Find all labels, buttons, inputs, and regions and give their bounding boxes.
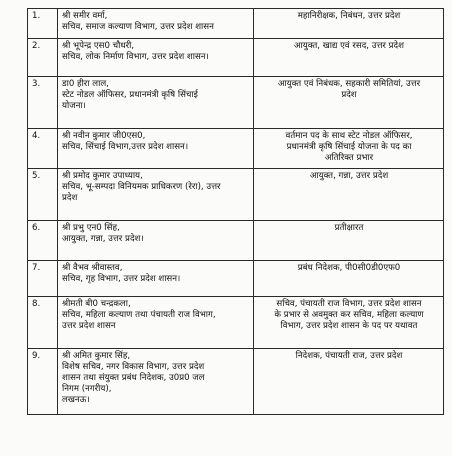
new-posting-line: आयुक्त एवं निबंधक, सहकारी समितियां, उत्तर bbox=[277, 79, 421, 89]
officer-current-post: सचिव, महिला कल्याण तथा पंचायती राज विभाग, bbox=[62, 310, 216, 320]
officer-details bbox=[58, 349, 254, 415]
officer-current-post: सचिव, गृह विभाग, उत्तर प्रदेश शासन। bbox=[62, 274, 181, 284]
officer-name: श्री भूपेन्द्र एस0 चौधरी, bbox=[62, 41, 135, 51]
new-posting bbox=[254, 9, 444, 39]
officer-name: श्री प्रमोद कुमार उपाध्याय, bbox=[62, 171, 143, 181]
new-posting bbox=[254, 129, 444, 169]
table-row bbox=[28, 129, 444, 169]
table-row bbox=[28, 221, 444, 261]
officer-details bbox=[58, 39, 254, 77]
officer-current-post: आयुक्त, गन्ना, उत्तर प्रदेश। bbox=[62, 234, 144, 244]
serial-number: 8. bbox=[28, 297, 58, 349]
officer-name: श्री नवीन कुमार जी0एस0, bbox=[62, 131, 146, 141]
officer-details bbox=[58, 221, 254, 261]
officer-details bbox=[58, 9, 254, 39]
new-posting-line: प्रतीक्षारत bbox=[334, 223, 364, 233]
officer-name: श्री वैभव श्रीवास्तव, bbox=[62, 263, 123, 273]
officer-name: डा0 हीरा लाल, bbox=[62, 79, 109, 89]
table-row bbox=[28, 77, 444, 129]
new-posting bbox=[254, 169, 444, 221]
new-posting-line: महानिरीक्षक, निबंधन, उत्तर प्रदेश bbox=[297, 11, 401, 21]
officer-current-post: लखनऊ। bbox=[62, 395, 90, 405]
table-row bbox=[28, 169, 444, 221]
new-posting bbox=[254, 221, 444, 261]
new-posting-line: प्रदेश bbox=[341, 90, 357, 100]
officer-name: श्री समीर वर्मा, bbox=[62, 11, 108, 21]
new-posting bbox=[254, 77, 444, 129]
table-row bbox=[28, 297, 444, 349]
officer-current-post: सचिव, लोक निर्माण विभाग, उत्तर प्रदेश शासन। bbox=[62, 52, 209, 62]
officer-name: श्रीमती बी0 चन्द्रकला, bbox=[62, 299, 131, 309]
new-posting-line: आयुक्त, खाद्य एवं रसद, उत्तर प्रदेश bbox=[294, 41, 404, 51]
new-posting bbox=[254, 261, 444, 297]
new-posting bbox=[254, 297, 444, 349]
serial-number: 6. bbox=[28, 221, 58, 261]
officer-name: श्री प्रभु एन0 सिंह, bbox=[62, 223, 120, 233]
officer-current-post: उत्तर प्रदेश शासन bbox=[62, 321, 116, 331]
serial-number: 4. bbox=[28, 129, 58, 169]
officer-details bbox=[58, 297, 254, 349]
table-row bbox=[28, 9, 444, 39]
new-posting-line: सचिव, पंचायती राज विभाग, उत्तर प्रदेश शासन bbox=[276, 299, 422, 309]
officer-details bbox=[58, 169, 254, 221]
new-posting-line: आयुक्त, गन्ना, उत्तर प्रदेश bbox=[309, 171, 389, 181]
serial-number: 5. bbox=[28, 169, 58, 221]
officer-transfer-table bbox=[27, 8, 444, 415]
table-row bbox=[28, 39, 444, 77]
serial-number: 2. bbox=[28, 39, 58, 77]
new-posting-line: निदेशक, पंचायती राज, उत्तर प्रदेश bbox=[295, 351, 403, 361]
new-posting-line: के प्रभार से अवमुक्त कर सचिव, महिला कल्याण bbox=[274, 310, 424, 320]
officer-details bbox=[58, 129, 254, 169]
new-posting-line: प्रबंध निदेशक, पी0सी0डी0एफ0 bbox=[297, 263, 401, 273]
officer-current-post: योजना। bbox=[62, 101, 86, 111]
new-posting bbox=[254, 349, 444, 415]
new-posting-line: विभाग, उत्तर प्रदेश शासन के पद पर यथावत bbox=[280, 321, 418, 331]
table-row bbox=[28, 349, 444, 415]
officer-current-post: सचिव, भू-सम्पदा विनियमक प्राधिकरण (रेरा), उत्तर bbox=[62, 182, 221, 192]
serial-number: 1. bbox=[28, 9, 58, 39]
new-posting bbox=[254, 39, 444, 77]
officer-current-post: प्रदेश bbox=[62, 193, 78, 203]
serial-number: 9. bbox=[28, 349, 58, 415]
officer-current-post: शासन तथा संयुक्त प्रबंध निदेशक, उ0प्र0 जल bbox=[62, 373, 205, 383]
officer-current-post: स्टेट नोडल ऑफिसर, प्रधानमंत्री कृषि सिंचाई bbox=[62, 90, 198, 100]
officer-name: श्री अमित कुमार सिंह, bbox=[62, 351, 131, 361]
officer-details bbox=[58, 77, 254, 129]
new-posting-line: प्रधानमंत्री कृषि सिंचाई योजना के पद का bbox=[286, 142, 412, 152]
serial-number: 3. bbox=[28, 77, 58, 129]
officer-current-post: विशेष सचिव, नगर विकास विभाग, उत्तर प्रदेश bbox=[62, 362, 205, 372]
officer-details bbox=[58, 261, 254, 297]
officer-current-post: सचिव, सिंचाई विभाग,उत्तर प्रदेश शासन। bbox=[62, 142, 189, 152]
new-posting-line: अतिरिक्त प्रभार bbox=[324, 153, 374, 163]
table-row bbox=[28, 261, 444, 297]
officer-current-post: निगम (नगरीय), bbox=[62, 384, 112, 394]
new-posting-line: वर्तमान पद के साथ स्टेट नोडल ऑफिसर, bbox=[285, 131, 413, 141]
officer-current-post: सचिव, समाज कल्याण विभाग, उत्तर प्रदेश शासन bbox=[62, 22, 214, 32]
serial-number: 7. bbox=[28, 261, 58, 297]
